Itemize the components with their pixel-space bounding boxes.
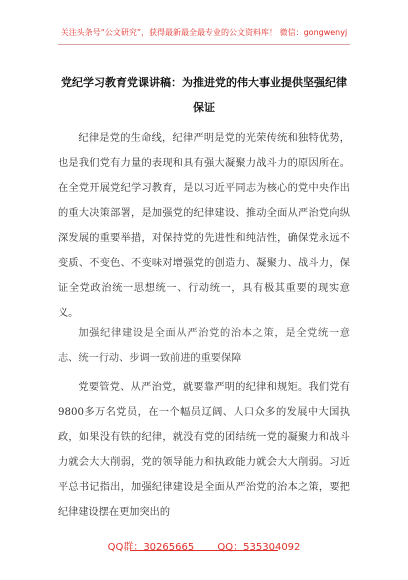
paragraph-1: 纪律是党的生命线，纪律严明是党的光荣传统和独特优势，也是我们党有力量的表现和具有强大凝聚力战斗力的原因所在。在全党开展党纪学习教育，是以习近平同志为核心的党中央作出的重大决策部署，是加强党的纪律建设、推动全面从严治党向纵深发展的重要举措，对保持党的先进性和纯洁性，确保党永远不变质、不变色、不变味对增强党的创造力、凝聚力、战斗力，保证全党政治统一思想统一、行动统一，具有极其重要的现实意义。 [58, 133, 350, 319]
document-title: 党纪学习教育党课讲稿：为推进党的伟大事业提供坚强纪律保证 [61, 76, 347, 114]
paragraph-3: 党要管党、从严治党，就要靠严明的纪律和规矩。我们党有9800多万名党员，在一个幅员辽阔、人口众多的发展中大国执政，如果没有铁的纪律，就没有党的团结统一党的凝聚力和战斗力就会大大削弱，党的领导能力和执政能力就会大大削弱。习近平总书记指出，加强纪律建设是全面从严治党的治本之策，要把纪律建设摆在更加突出的 [58, 382, 350, 518]
header-banner: 关注头条号“公文研究”，获得最新最全最专业的公文资料库！ 微信：gongwenyj [60, 28, 348, 37]
header-divider [58, 44, 350, 45]
footer-qq: QQ：535304092 [217, 542, 301, 553]
footer-qq-group: QQ群：30265665 [107, 542, 195, 553]
paragraph-2: 加强纪律建设是全面从严治党的治本之策，是全党统一意志、统一行动、步调一致前进的重要保障 [58, 328, 350, 364]
footer-underline [130, 550, 278, 551]
